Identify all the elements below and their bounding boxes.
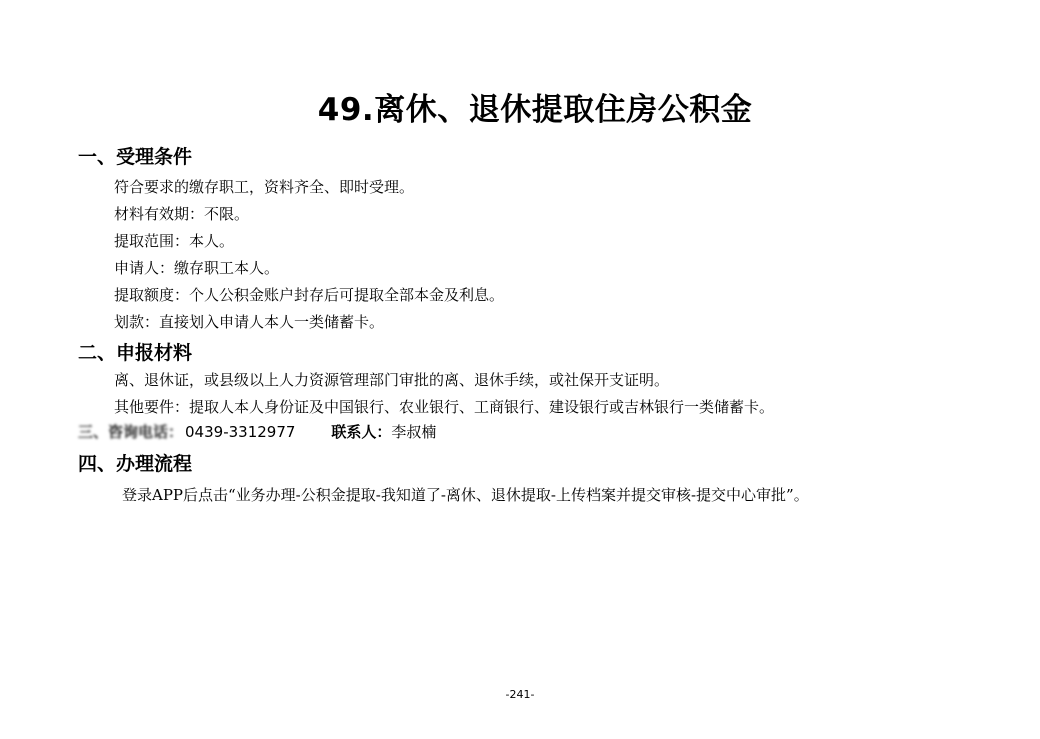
section-heading-contact: 三、咨询电话： — [78, 423, 184, 441]
contact-person-name: 李叔楠 — [391, 423, 437, 441]
section-heading-materials: 二、申报材料 — [78, 342, 193, 364]
materials-line-1: 离、退休证，或县级以上人力资源管理部门审批的离、退休手续，或社保开支证明。 — [114, 371, 670, 389]
section-heading-conditions: 一、受理条件 — [78, 146, 193, 168]
conditions-line-2: 材料有效期：不限。 — [114, 205, 250, 223]
conditions-line-1: 符合要求的缴存职工，资料齐全、即时受理。 — [114, 178, 415, 196]
contact-phone: 0439-3312977 — [185, 423, 296, 441]
page-title: 49.离休、退休提取住房公积金 — [317, 92, 753, 128]
conditions-line-4: 申请人：缴存职工本人。 — [114, 259, 280, 277]
page-number: -241- — [505, 688, 535, 701]
conditions-line-5: 提取额度：个人公积金账户封存后可提取全部本金及利息。 — [114, 286, 505, 304]
process-line-1: 登录APP后点击“业务办理-公积金提取-我知道了-离休、退休提取-上传档案并提交审核-提交中心审批”。 — [122, 486, 809, 504]
conditions-line-6: 划款：直接划入申请人本人一类储蓄卡。 — [114, 313, 385, 331]
section-heading-process: 四、办理流程 — [78, 453, 193, 475]
conditions-line-3: 提取范围：本人。 — [114, 232, 235, 250]
contact-line — [78, 421, 436, 442]
contact-person-label: 联系人： — [331, 423, 392, 441]
materials-line-2: 其他要件：提取人本人身份证及中国银行、农业银行、工商银行、建设银行或吉林银行一类储蓄卡。 — [114, 398, 775, 416]
